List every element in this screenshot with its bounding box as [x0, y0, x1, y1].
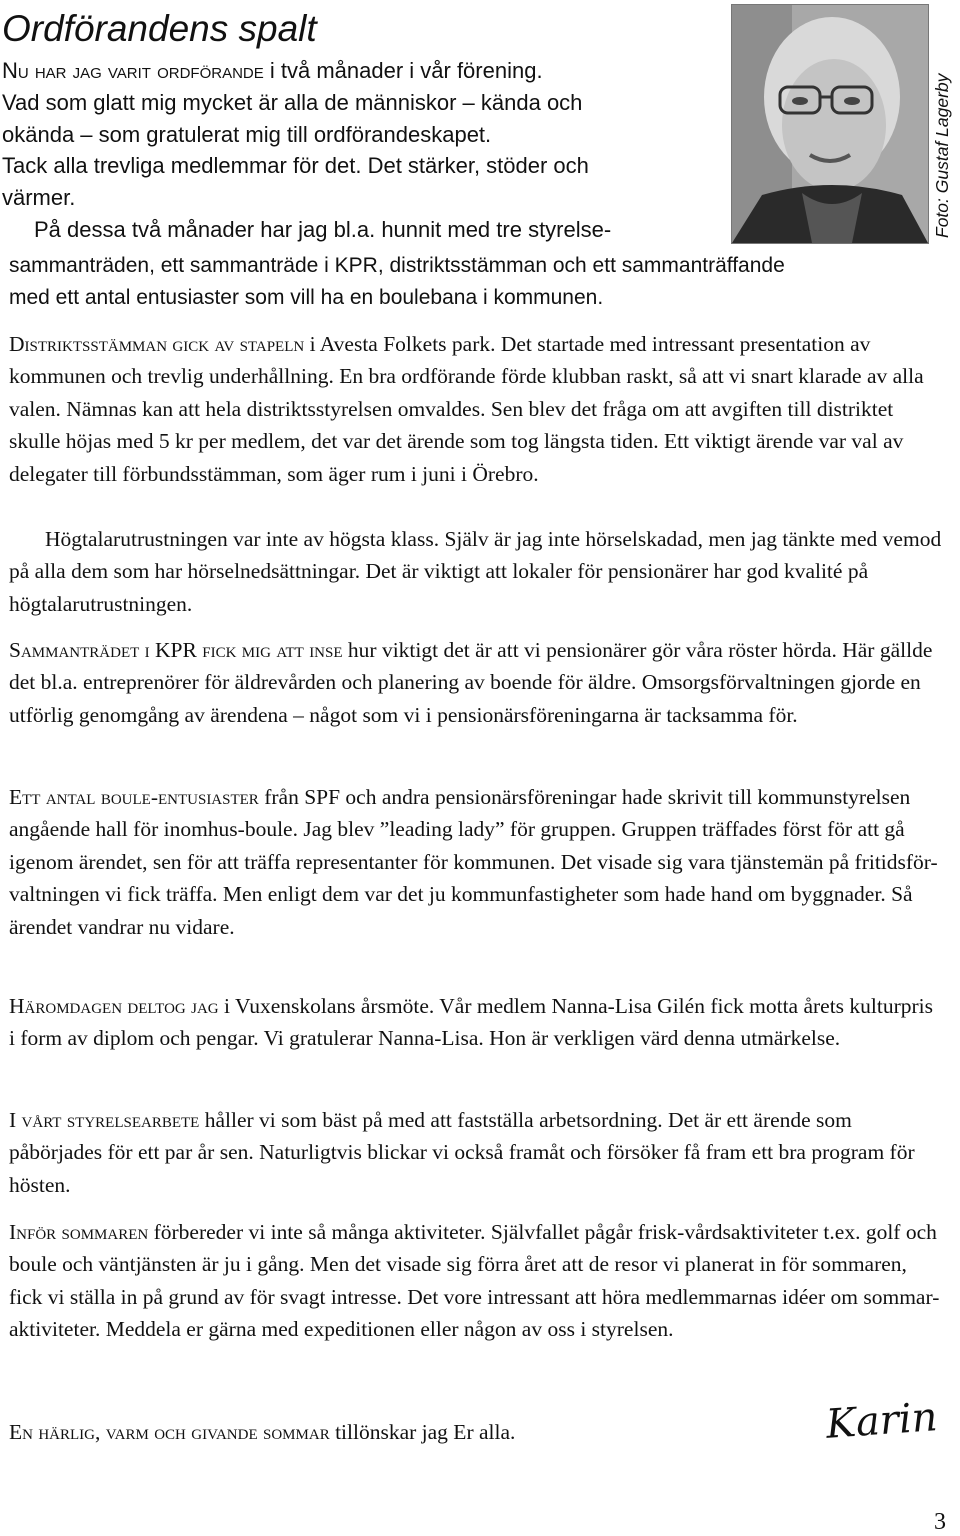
intro-line-2: Vad som glatt mig mycket är alla de människor – kända och	[2, 89, 583, 115]
paragraph-lead: Ett antal boule-entusiaster	[9, 785, 259, 809]
paragraph-lead: I vårt styrelsearbete	[9, 1108, 200, 1132]
intro-line-1: i två månader i vår förening.	[263, 58, 543, 83]
paragraph-board-work	[9, 1104, 944, 1201]
closing-lead: En härlig, varm och givande sommar	[9, 1420, 330, 1444]
paragraph-kpr-meeting	[9, 634, 944, 731]
paragraph-text: från SPF och andra pensionärsföreningar hade skrivit till kommunstyrelsen angående hall för inomhus-boule. Jag blev ”leading lady” för gruppen. Gruppen träffades först för att gå igenom ärendet, sen för att träffa representanter för kommunen. Det visade sig vara tjänstemän på fritidsför-valtningen vi fick träffa. Men enligt dem var det ju kommunfastigheter som hade hand om byggnader. Så ärendet vandrar nu vidare.	[9, 785, 938, 939]
paragraph-lead: Distriktsstämman gick av stapeln	[9, 332, 305, 356]
paragraph-lead: Häromdagen deltog jag	[9, 994, 219, 1018]
paragraph-district-meeting	[9, 328, 944, 490]
intro-line-6: På dessa två månader har jag bl.a. hunnit med tre styrelse-	[34, 216, 612, 242]
continuation-line-1: sammanträden, ett sammanträde i KPR, distriktsstämman och ett sammanträffande	[9, 254, 785, 277]
chairman-portrait-photo	[731, 4, 929, 244]
intro-continuation	[9, 250, 949, 314]
photo-credit: Foto: Gustaf Lagerby	[932, 73, 952, 238]
page-title: Ordförandens spalt	[2, 8, 317, 49]
paragraph-text: hur viktigt det är att vi pensionärer gör våra röster hörda. Här gällde det bl.a. entreprenörer för äldrevården och planering av boende för äldre. Omsorgsförvaltningen gjorde en utförlig genomgång av ärendena – något som vi i pensionärsföreningarna är tacksamma för.	[9, 638, 933, 727]
intro-lead: Nu har jag varit ordförande	[2, 58, 264, 83]
paragraph-text: förbereder vi inte så många aktiviteter. Självfallet pågår frisk-vårdsaktiviteter t.ex. golf och boule och väntjänsten är ju i gång. Men det visade sig förra året att de resor vi planerat in för sommaren, fick vi ställa in på grund av för svagt intresse. Det vore intressant att höra medlemmarnas idéer om sommar-aktiviteter. Meddela er gärna med expeditionen eller någon av oss i styrelsen.	[9, 1220, 940, 1342]
intro-line-4: Tack alla trevliga medlemmar för det. Det stärker, stöder och	[2, 153, 589, 179]
paragraph-text: håller vi som bäst på med att fastställa arbetsordning. Det är ett ärende som påbörjades för ett par år sen. Naturligtvis blickar vi också framåt och försöker få fram ett bra program för hösten.	[9, 1108, 915, 1197]
paragraph-lead: Sammanträdet i KPR fick mig att inse	[9, 638, 343, 662]
intro-line-5: värmer.	[2, 185, 76, 211]
closing-text: tillönskar jag Er alla.	[329, 1420, 516, 1444]
paragraph-summer	[9, 1216, 944, 1346]
page-number: 3	[934, 1509, 946, 1535]
paragraph-lead: Inför sommaren	[9, 1220, 149, 1244]
continuation-line-2: med ett antal entusiaster som vill ha en boulebana i kommunen.	[9, 286, 604, 309]
paragraph-boule	[9, 781, 944, 943]
intro-paragraph	[2, 55, 717, 246]
intro-line-3: okända – som gratulerat mig till ordförandeskapet.	[2, 121, 492, 147]
paragraph-text: i Vuxenskolans årsmöte. Vår medlem Nanna-Lisa Gilén fick motta årets kulturpris i form av diplom och pengar. Vi gratulerar Nanna-Lisa. Hon är verkligen värd denna utmärkelse.	[9, 994, 934, 1051]
paragraph-text: i Avesta Folkets park. Det startade med intressant presentation av kommunen och trevlig underhållning. En bra ordförande förde klubban raskt, så att vi snart klarade av alla valen. Nämnas kan att hela distriktsstyrelsen omvaldes. Sen blev det fråga om att avgiften till distriktet skulle höjas med 5 kr per medlem, det var det ärende som tog längsta tiden. Ett viktigt ärende var val av delegater till förbundsstämman, som äger rum i juni i Örebro.	[9, 332, 924, 486]
paragraph-speaker-system	[9, 523, 944, 620]
portrait-image	[732, 5, 928, 243]
closing-line	[9, 1416, 809, 1448]
paragraph-text: Högtalarutrustningen var inte av högsta klass. Själv är jag inte hörselskadad, men jag tänkte med vemod på alla dem som har hörselnedsättningar. Det är viktigt att lokaler för pensionärer har god kvalité på högtalarutrustningen.	[9, 527, 942, 616]
paragraph-vuxenskolan	[9, 990, 944, 1055]
signature: Karin	[824, 1394, 939, 1448]
